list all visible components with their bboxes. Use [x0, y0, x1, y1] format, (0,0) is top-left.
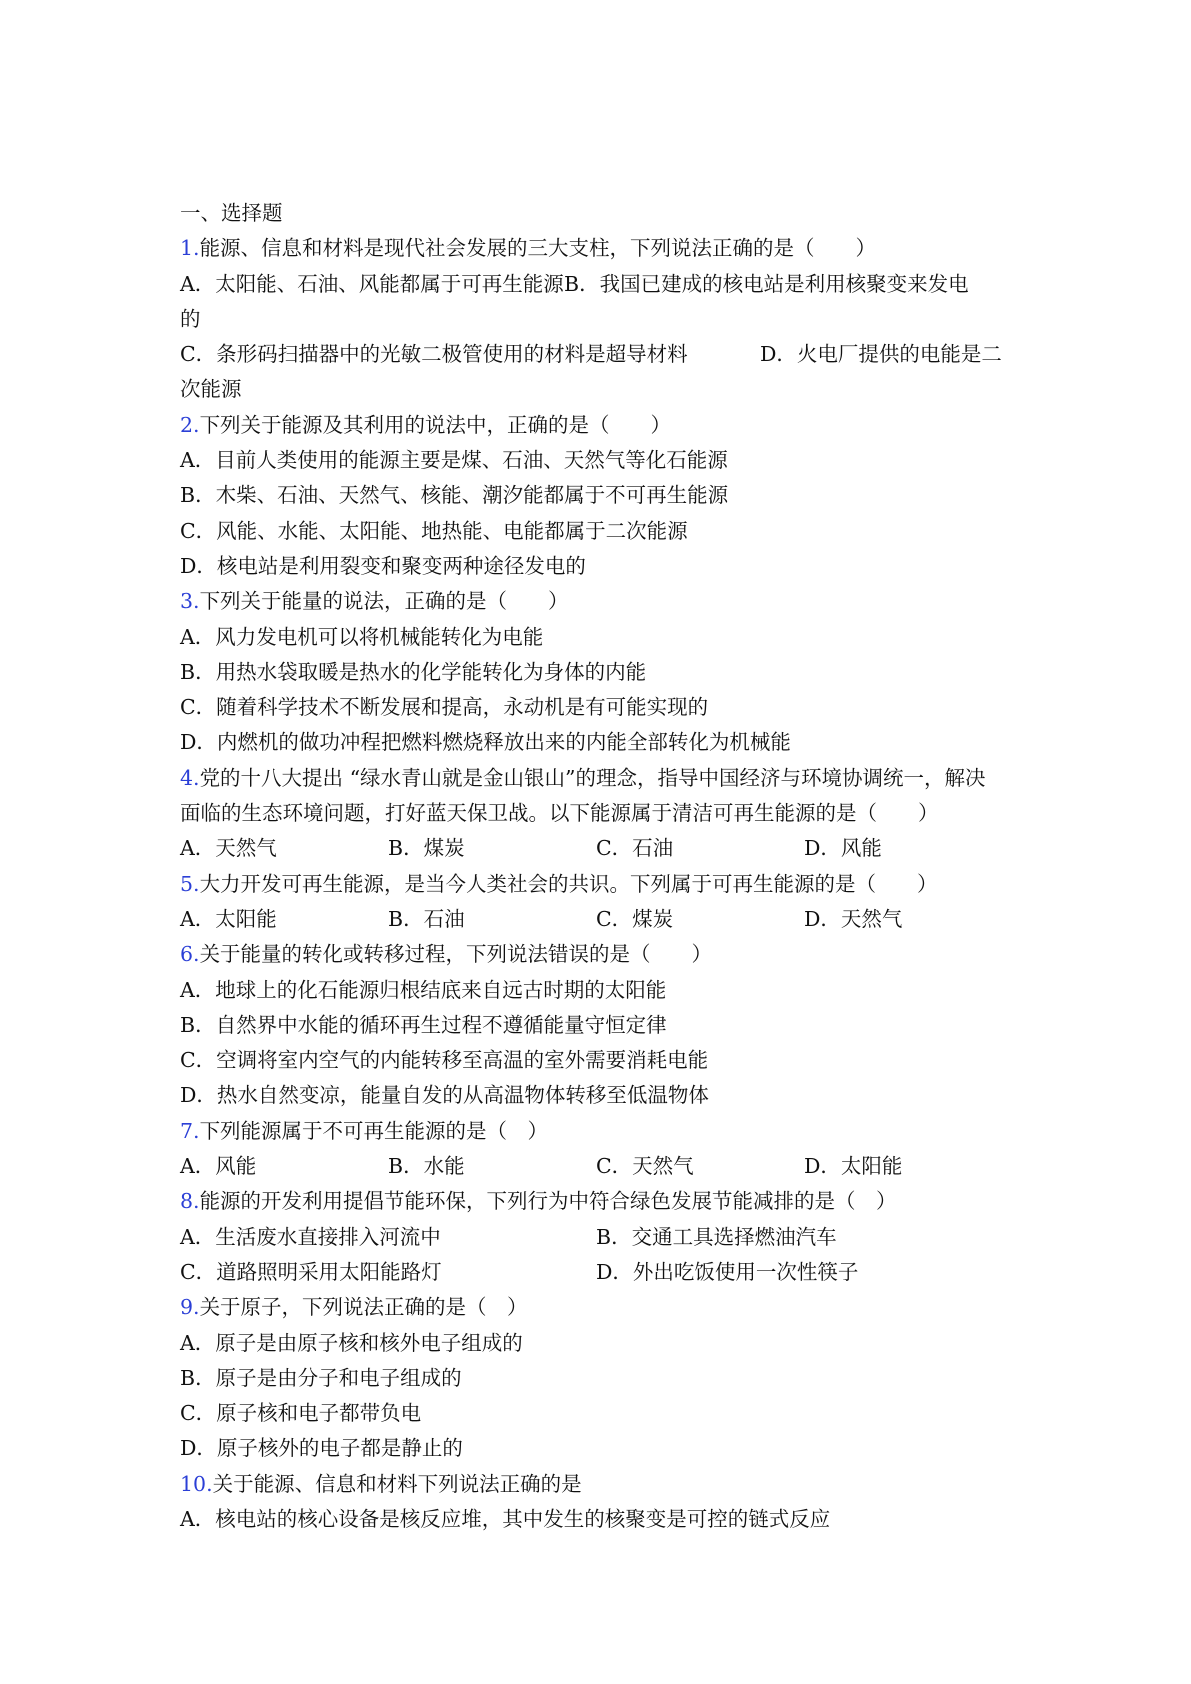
option-b: B．石油: [388, 906, 465, 931]
question-8-options-row-1: [180, 1220, 1030, 1255]
option-c: C．石油: [596, 836, 674, 861]
question-1-stem: [180, 231, 1030, 266]
question-text: 关于能源、信息和材料下列说法正确的是: [212, 1471, 582, 1496]
question-2-stem: [180, 408, 1030, 443]
option-b-continued: 的: [180, 306, 201, 331]
question-4-stem-continued: 面临的生态环境问题，打好蓝天保卫战。以下能源属于清洁可再生能源的是（ ）: [180, 801, 939, 826]
option-b: B．木柴、石油、天然气、核能、潮汐能都属于不可再生能源: [180, 483, 729, 508]
option-a: A．太阳能、石油、风能都属于可再生能源: [180, 271, 564, 296]
option-a: A．天然气: [180, 836, 277, 861]
option-b: B．原子是由分子和电子组成的: [180, 1365, 462, 1390]
question-4-stem: [180, 761, 1030, 796]
option-b: B．自然界中水能的循环再生过程不遵循能量守恒定律: [180, 1012, 667, 1037]
question-1-options-row-1: [180, 267, 1030, 302]
option-d: D．火电厂提供的电能是二: [760, 342, 1002, 367]
option-d: D．太阳能: [804, 1154, 903, 1179]
option-d: D．天然气: [804, 906, 903, 931]
question-6-stem: [180, 937, 1030, 972]
option-a: A．风力发电机可以将机械能转化为电能: [180, 624, 544, 649]
option-d: D．核电站是利用裂变和聚变两种途径发电的: [180, 553, 586, 578]
question-text: 下列能源属于不可再生能源的是（ ）: [199, 1118, 549, 1143]
question-number: 4.: [180, 765, 200, 790]
option-c: C．空调将室内空气的内能转移至高温的室外需要消耗电能: [180, 1048, 709, 1073]
option-d: D．外出吃饭使用一次性筷子: [596, 1259, 859, 1284]
question-8-options-row-2: [180, 1255, 1030, 1290]
option-b: B．用热水袋取暖是热水的化学能转化为身体的内能: [180, 659, 647, 684]
question-7-stem: [180, 1114, 1030, 1149]
question-number: 9.: [180, 1295, 200, 1320]
option-d: D．风能: [804, 836, 882, 861]
question-number: 7.: [180, 1118, 200, 1143]
question-text: 关于原子，下列说法正确的是（ ）: [199, 1295, 528, 1320]
question-1-options-row-2: [180, 337, 1030, 372]
option-a: A．目前人类使用的能源主要是煤、石油、天然气等化石能源: [180, 448, 728, 473]
option-a: A．太阳能: [180, 906, 277, 931]
option-d: D．原子核外的电子都是静止的: [180, 1436, 463, 1461]
question-text: 下列关于能量的说法，正确的是（ ）: [199, 589, 569, 614]
question-text: 党的十八大提出 “绿水青山就是金山银山”的理念，指导中国经济与环境协调统一，解决: [199, 765, 986, 790]
question-number: 6.: [180, 942, 200, 967]
option-d-continued: 次能源: [180, 377, 242, 402]
question-3-stem: [180, 584, 1030, 619]
option-c: C．原子核和电子都带负电: [180, 1401, 422, 1426]
option-a: A．地球上的化石能源归根结底来自远古时期的太阳能: [180, 977, 667, 1002]
option-c: C．随着科学技术不断发展和提高，永动机是有可能实现的: [180, 695, 709, 720]
option-a: A．核电站的核心设备是核反应堆，其中发生的核聚变是可控的链式反应: [180, 1506, 831, 1531]
question-number: 10.: [180, 1471, 213, 1496]
question-text: 能源的开发利用提倡节能环保，下列行为中符合绿色发展节能减排的是（ ）: [199, 1189, 897, 1214]
option-b: B．水能: [388, 1154, 465, 1179]
option-b: B．我国已建成的核电站是利用核聚变来发电: [564, 271, 969, 296]
option-c: C．道路照明采用太阳能路灯: [180, 1259, 442, 1284]
question-number: 8.: [180, 1189, 200, 1214]
question-5-options: [180, 902, 1030, 937]
option-d: D．热水自然变凉，能量自发的从高温物体转移至低温物体: [180, 1083, 709, 1108]
question-text: 大力开发可再生能源，是当今人类社会的共识。下列属于可再生能源的是（ ）: [199, 871, 938, 896]
question-7-options: [180, 1149, 1030, 1184]
section-title: 一、选择题: [180, 201, 283, 225]
question-number: 1.: [180, 236, 200, 261]
question-number: 5.: [180, 871, 200, 896]
question-5-stem: [180, 867, 1030, 902]
option-a: A．生活废水直接排入河流中: [180, 1224, 441, 1249]
document-page: [180, 196, 1030, 1537]
option-b: B．交通工具选择燃油汽车: [596, 1224, 837, 1249]
question-text: 能源、信息和材料是现代社会发展的三大支柱，下列说法正确的是（ ）: [199, 236, 877, 261]
option-c: C．煤炭: [596, 906, 674, 931]
question-10-stem: [180, 1467, 1030, 1502]
question-number: 3.: [180, 589, 200, 614]
option-a: A．风能: [180, 1154, 257, 1179]
option-b: B．煤炭: [388, 836, 465, 861]
option-d: D．内燃机的做功冲程把燃料燃烧释放出来的内能全部转化为机械能: [180, 730, 791, 755]
option-a: A．原子是由原子核和核外电子组成的: [180, 1330, 523, 1355]
question-text: 关于能量的转化或转移过程，下列说法错误的是（ ）: [199, 942, 713, 967]
question-9-stem: [180, 1290, 1030, 1325]
question-8-stem: [180, 1184, 1030, 1219]
option-c: C．风能、水能、太阳能、地热能、电能都属于二次能源: [180, 518, 688, 543]
question-text: 下列关于能源及其利用的说法中，正确的是（ ）: [199, 412, 672, 437]
option-c: C．天然气: [596, 1154, 694, 1179]
question-4-options: [180, 831, 1030, 866]
question-number: 2.: [180, 412, 200, 437]
option-c: C．条形码扫描器中的光敏二极管使用的材料是超导材料: [180, 342, 688, 367]
